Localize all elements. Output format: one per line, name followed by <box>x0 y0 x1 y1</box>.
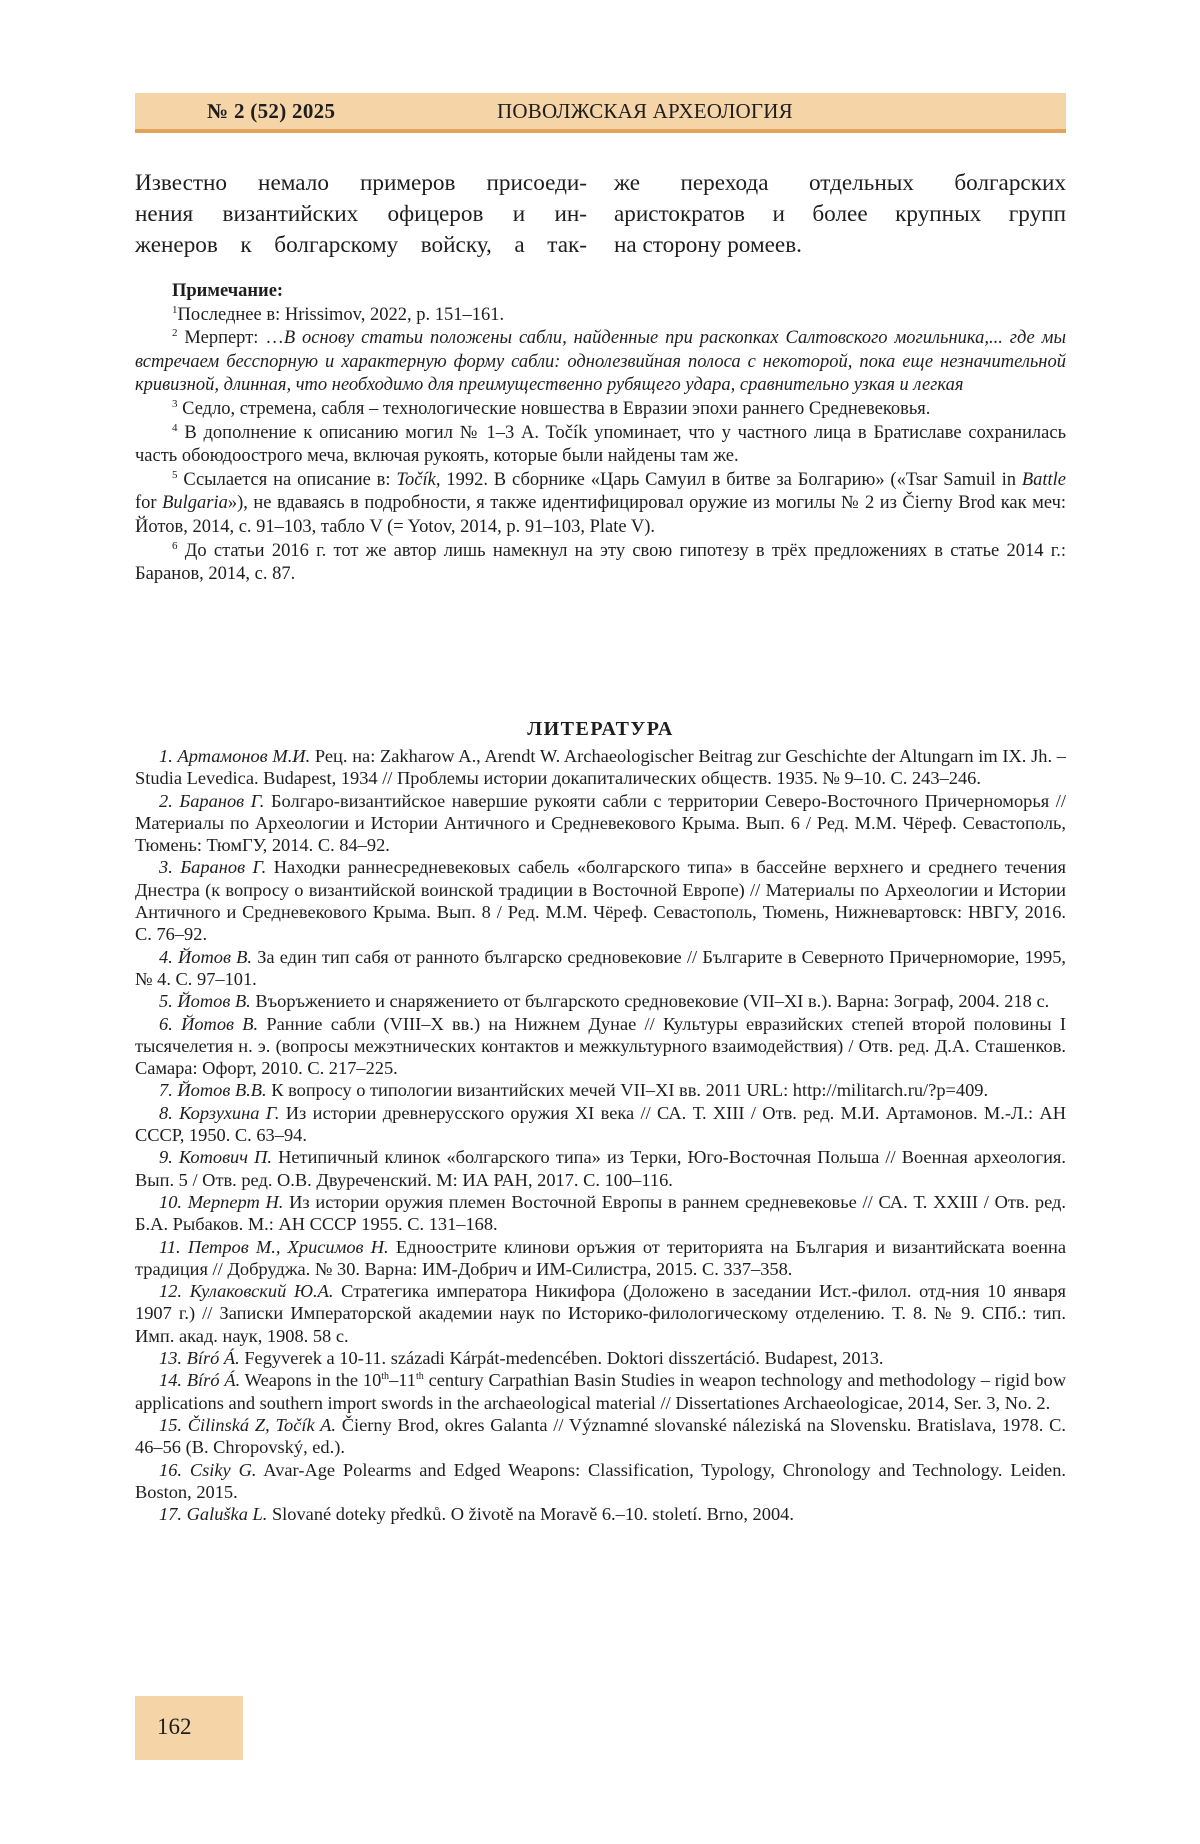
reference-author: Котович П. <box>178 1147 272 1168</box>
note-4 <box>135 422 1066 469</box>
note-text: До статьи 2016 г. тот же автор лишь намекнул на эту свою гипотезу в трёх предложениях в статье 2014 г.: Баранов, 2014, с. 87. <box>135 540 1066 585</box>
page-number: 162 <box>157 1714 192 1739</box>
reference-text: Fegyverek a 10-11. századi Kárpát-medencében. Doktori disszertáció. Budapest, 2013. <box>239 1348 884 1369</box>
reference-item <box>135 1414 1066 1459</box>
note-number: 5 <box>172 468 178 481</box>
note-text: Мерперт: … <box>184 328 284 349</box>
reference-item <box>135 1280 1066 1347</box>
reference-author: Петров М., Хрисимов Н. <box>187 1236 389 1257</box>
reference-text: К вопросу о типологии византийских мечей VII–XI вв. 2011 URL: http://militarch.ru/?p=409. <box>266 1080 989 1101</box>
reference-item <box>135 1079 1066 1101</box>
reference-text: Находки раннесредневековых сабель «болгарского типа» в бассейне верхнего и среднего течения Днестра (к вопросу о византийской воинской традиции в Восточной Европе) // Материалы по Археологии и Истории Античного и Средневекового Крыма. Вып. 8 / Ред. М.М. Чёреф. Севастополь, Тюмень, Нижневартовск: НВГУ, 2016. С. 76–92. <box>135 857 1066 945</box>
reference-item <box>135 1347 1066 1369</box>
reference-author: Кулаковский Ю.А. <box>189 1281 334 1302</box>
reference-item <box>135 1459 1066 1504</box>
notes-section <box>135 280 1066 587</box>
reference-number: 2. <box>159 790 173 811</box>
reference-number: 1. <box>159 746 173 766</box>
reference-text: Болгаро-византийское навершие рукояти сабли с территории Северо-Восточного Причерноморья // Материалы по Археологии и Истории Античного и Средневекового Крыма. Вып. 6 / Ред. М.М. Чёреф. Севастополь, Тюмень: ТюмГУ, 2014. С. 84–92. <box>135 790 1066 856</box>
reference-text: Нетипичный клинок «болгарского типа» из Терки, Юго-Восточная Польша // Военная археология. Вып. 5 / Отв. ред. О.В. Двуреченский. М: ИА РАН, 2017. С. 100–116. <box>135 1147 1066 1190</box>
superscript: th <box>415 1371 424 1383</box>
intro-line: Известно немало примеров присоеди- <box>135 170 587 196</box>
reference-number: 13. <box>159 1348 182 1369</box>
literature-heading: ЛИТЕРАТУРА <box>527 718 674 740</box>
reference-text: Из истории оружия племен Восточной Европы в раннем средневековье // СА. Т. XXIII / Отв. ред. Б.А. Рыбаков. М.: АН СССР 1955. С. 131–168. <box>135 1191 1066 1235</box>
reference-author: Йотов В.В. <box>177 1080 267 1101</box>
intro-line: нения византийских офицеров и ин- <box>135 201 587 227</box>
reference-item <box>135 1013 1066 1080</box>
page-number-box <box>135 1696 243 1760</box>
reference-number: 4. <box>159 946 173 967</box>
reference-item <box>135 1503 1066 1525</box>
note-title-word: Battle <box>1021 469 1067 490</box>
journal-title: ПОВОЛЖСКАЯ АРХЕОЛОГИЯ <box>497 99 793 123</box>
reference-number: 6. <box>159 1013 173 1034</box>
reference-author: Bíró Á. <box>186 1370 241 1391</box>
note-number: 2 <box>172 327 178 340</box>
running-header <box>135 93 1066 133</box>
note-number: 1 <box>172 303 178 316</box>
intro-line: женеров к болгарскому войску, а так- <box>135 232 587 258</box>
reference-author: Артамонов М.И. <box>177 746 311 766</box>
reference-item <box>135 1102 1066 1147</box>
note-title-word: Bulgaria <box>162 493 228 514</box>
reference-item <box>135 946 1066 991</box>
reference-text: Slované doteky předků. O životě na Moravě 6.–10. století. Brno, 2004. <box>267 1504 794 1525</box>
reference-item <box>135 1236 1066 1281</box>
reference-author: Йотов В. <box>181 1013 259 1034</box>
reference-number: 7. <box>159 1080 173 1101</box>
reference-author: Баранов Г. <box>179 790 265 811</box>
reference-number: 15. <box>159 1414 182 1435</box>
reference-text: Въоръжението и снаряжението от българското средновековие (VII–XI в.). Варна: Зограф, 2004. 218 с. <box>250 991 1050 1012</box>
reference-number: 16. <box>159 1459 182 1480</box>
reference-item <box>135 745 1066 790</box>
reference-author: Йотов В. <box>177 991 251 1012</box>
note-5 <box>135 469 1066 540</box>
reference-item <box>135 990 1066 1012</box>
note-6 <box>135 540 1066 587</box>
note-2 <box>135 327 1066 398</box>
reference-item <box>135 1146 1066 1191</box>
reference-list <box>135 745 1066 1525</box>
note-quote: В основу статьи положены сабли, найденные при раскопках Салтовского могильника,... где мы встречаем бесспорную и характерную форму сабли: однолезвийная полоса с некоторой, пока еще незначительной кривизной, длинная, что необходимо для преимущественно рубящего удара, сравнительно узкая и легкая <box>135 328 1066 396</box>
note-text: 1992. В сборнике «Царь Самуил в битве за Болгарию» («Tsar Samuil in <box>440 469 1022 490</box>
reference-text: –11 <box>389 1370 416 1391</box>
reference-text: Čierny Brod, okres Galanta // Významné slovanské náleziská na Slovensku. Bratislava, 1978. С. 46–56 (B. Chropovský, ed.). <box>135 1414 1066 1458</box>
notes-title: Примечание: <box>172 281 284 301</box>
reference-text: За един тип сабя от ранното българско средновековие // Българите в Северното Причерноморие, 1995, № 4. С. 97–101. <box>135 946 1066 989</box>
note-text: for <box>135 493 163 514</box>
intro-line: же перехода отдельных болгарских <box>614 170 1066 196</box>
reference-author: Корзухина Г. <box>179 1102 280 1123</box>
reference-number: 9. <box>159 1147 173 1168</box>
reference-number: 14. <box>159 1370 182 1391</box>
note-author: Točík, <box>396 469 441 490</box>
superscript: th <box>381 1371 390 1383</box>
note-text: Последнее в: Hrissimov, 2022, p. 151–161. <box>177 304 505 325</box>
reference-number: 10. <box>159 1191 182 1212</box>
intro-right-column <box>614 168 1066 261</box>
reference-text: Weapons in the 10 <box>240 1370 382 1391</box>
reference-number: 5. <box>159 991 173 1012</box>
reference-number: 8. <box>159 1102 173 1123</box>
note-1 <box>135 304 1066 328</box>
note-number: 4 <box>172 421 178 434</box>
reference-number: 11. <box>159 1236 181 1257</box>
note-3 <box>135 398 1066 422</box>
note-text: В дополнение к описанию могил № 1–3 A. Točík упоминает, что у частного лица в Братиславе сохранилась часть обоюдоострого меча, включая рукоять, которые были найдены там же. <box>135 422 1067 467</box>
reference-author: Bíró Á. <box>186 1348 240 1369</box>
reference-text: Стратегика императора Никифора (Доложено в заседании Ист.-филол. отд-ния 10 января 1907 г.) // Записки Императорской академии наук по Историко-филологическому отделению. Т. 8. № 9. СПб.: тип. Имп. акад. наук, 1908. 58 с. <box>135 1281 1066 1346</box>
reference-author: Йотов В. <box>178 946 252 967</box>
reference-author: Csiky G. <box>189 1459 257 1480</box>
note-number: 3 <box>172 397 178 410</box>
intro-two-column <box>135 168 1066 264</box>
reference-item <box>135 790 1066 857</box>
note-text: »), не вдаваясь в подробности, я также идентифицировал оружие из могилы № 2 из Čierny Brod как меч: Йотов, 2014, с. 91–103, табло V (= Yotov, 2014, p. 91–103, Plate V). <box>135 493 1067 537</box>
reference-text: century Carpathian Basin Studies in weapon technology and methodology – rigid bow applications and southern import swords in the archaeological material // Dissertationes Archaeologicae, 2014, Ser. 3, No. 2. <box>135 1370 1066 1413</box>
reference-number: 17. <box>159 1504 182 1525</box>
reference-text: Ранние сабли (VIII–X вв.) на Нижнем Дунае // Культуры евразийских степей второй половины I тысячелетия н. э. (вопросы межэтнических контактов и межкультурного взаимодействия) / Отв. ред. Д.А. Сташенков. Самара: Офорт, 2010. С. 217–225. <box>135 1013 1066 1079</box>
reference-text: Рец. на: Zakharow A., Arendt W. Archaeologischer Beitrag zur Geschichte der Altungarn im IX. Jh. – Studia Levedica. Budapest, 1934 // Проблемы истории докапиталических обществ. 1935. № 9–10. С. 243–246. <box>135 746 1066 789</box>
reference-text: Из истории древнерусского оружия XI века // СА. Т. XIII / Отв. ред. М.И. Артамонов. М.-Л.: АН СССР, 1950. С. 63–94. <box>135 1102 1066 1146</box>
reference-item <box>135 1191 1066 1236</box>
reference-author: Мерперт Н. <box>187 1191 284 1212</box>
reference-text: Едноострите клинови оръжия от територията на България и византийската военна традиция // Добруджа. № 30. Варна: ИМ-Добрич и ИМ-Силистра, 2015. С. 337–358. <box>135 1236 1066 1279</box>
reference-author: Galuška L. <box>186 1504 268 1525</box>
issue-number: № 2 (52) 2025 <box>207 99 336 123</box>
reference-item <box>135 1369 1066 1414</box>
reference-author: Баранов Г. <box>180 857 267 878</box>
note-number: 6 <box>172 539 178 552</box>
reference-author: Čilinská Z, Točík A. <box>187 1414 336 1435</box>
reference-text: Avar-Age Polearms and Edged Weapons: Classification, Typology, Chronology and Technology. Leiden. Boston, 2015. <box>135 1459 1066 1502</box>
note-text: Ссылается на описание в: <box>183 469 397 490</box>
intro-line: аристократов и более крупных групп <box>614 201 1066 227</box>
intro-line: на сторону ромеев. <box>614 232 802 258</box>
note-text: Седло, стремена, сабля – технологические новшества в Евразии эпохи раннего Средневековья. <box>182 398 931 419</box>
reference-number: 12. <box>159 1281 182 1302</box>
reference-number: 3. <box>159 857 173 878</box>
intro-left-column <box>135 168 587 261</box>
reference-item <box>135 856 1066 945</box>
